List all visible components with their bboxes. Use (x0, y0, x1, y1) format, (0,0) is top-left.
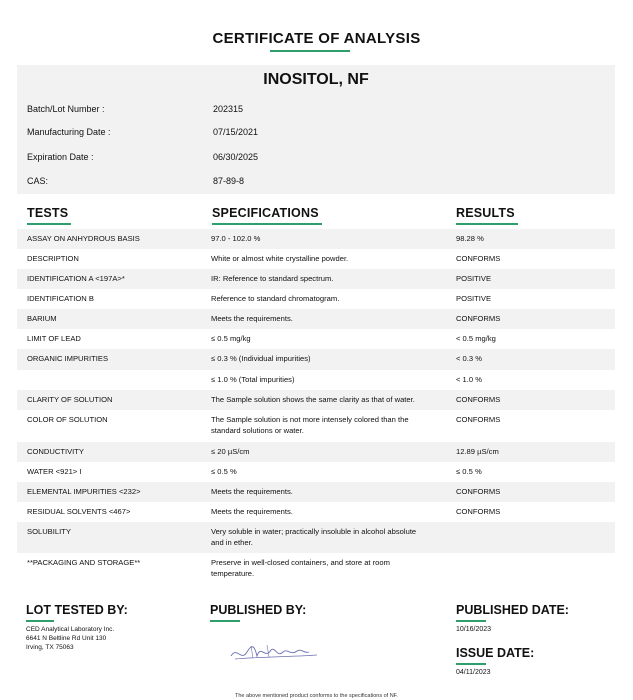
published-by-underline (210, 620, 240, 622)
result-cell: < 0.3 % (456, 354, 482, 363)
result-cell: CONFORMS (456, 507, 501, 516)
results-header-underline (456, 223, 518, 225)
spec-cell: The Sample solution is not more intensely colored than the standard solutions or water. (211, 415, 409, 435)
result-cell: CONFORMS (456, 254, 501, 263)
table-row (17, 462, 615, 482)
table-row (17, 289, 615, 309)
table-row (17, 553, 615, 580)
spec-cell: Very soluble in water; practically insoluble in alcohol absolute and in ether. (211, 527, 417, 547)
table-row (17, 249, 615, 269)
conformance-note: The above mentioned product conforms to the specifications of NF. (235, 693, 398, 699)
spec-cell: Meets the requirements. (211, 487, 293, 496)
spec-cell: ≤ 0.5 % (211, 467, 237, 476)
result-cell: CONFORMS (456, 487, 501, 496)
result-cell: 12.89 µS/cm (456, 447, 499, 456)
published-date-value: 10/16/2023 (456, 626, 492, 633)
expiration-date-value: 06/30/2025 (213, 152, 259, 162)
result-cell: < 1.0 % (456, 375, 482, 384)
test-cell: IDENTIFICATION B (27, 294, 94, 303)
lab-city: Irving, TX 75063 (26, 644, 74, 651)
tests-header-underline (27, 223, 71, 225)
spec-cell: The Sample solution shows the same clarity as that of water. (211, 395, 415, 404)
expiration-date-label: Expiration Date : (27, 152, 94, 162)
issue-date-underline (456, 663, 486, 665)
test-cell: ORGANIC IMPURITIES (27, 354, 109, 363)
lab-address: 6641 N Beltline Rd Unit 130 (26, 635, 107, 642)
batch-lot-value: 202315 (213, 104, 244, 114)
result-cell: POSITIVE (456, 294, 492, 303)
spec-cell: Reference to standard chromatogram. (211, 294, 340, 303)
table-row (17, 442, 615, 462)
table-row (17, 229, 615, 249)
test-cell: ELEMENTAL IMPURITIES <232> (27, 487, 141, 496)
test-cell: WATER <921> I (27, 467, 82, 476)
table-row (17, 390, 615, 410)
title-underline (270, 50, 350, 52)
table-row (17, 349, 615, 370)
manufacturing-date-value: 07/15/2021 (213, 127, 259, 137)
batch-lot-label: Batch/Lot Number : (27, 104, 105, 114)
spec-cell: ≤ 1.0 % (Total impurities) (211, 375, 295, 384)
results-header: RESULTS (456, 206, 515, 220)
results-table (17, 229, 615, 580)
spec-cell: Meets the requirements. (211, 314, 293, 323)
tests-header: TESTS (27, 206, 69, 220)
test-cell: **PACKAGING AND STORAGE** (27, 558, 141, 567)
signature-image (227, 640, 322, 666)
result-cell: CONFORMS (456, 415, 501, 424)
spec-cell: ≤ 0.5 mg/kg (211, 334, 251, 343)
document-title: CERTIFICATE OF ANALYSIS (212, 30, 421, 47)
table-row (17, 410, 615, 442)
result-cell: 98.28 % (456, 234, 484, 243)
table-row (17, 309, 615, 329)
test-cell: COLOR OF SOLUTION (27, 415, 108, 424)
cas-value: 87-89-8 (213, 176, 245, 186)
test-cell: SOLUBILITY (27, 527, 71, 536)
spec-cell: Preserve in well-closed containers, and store at room temperature. (211, 558, 390, 578)
table-row (17, 329, 615, 349)
test-cell: RESIDUAL SOLVENTS <467> (27, 507, 131, 516)
issue-date-heading: ISSUE DATE: (456, 646, 535, 660)
test-cell: ASSAY ON ANHYDROUS BASIS (27, 234, 140, 243)
product-info-box (17, 65, 615, 194)
spec-cell: White or almost white crystalline powder. (211, 254, 349, 263)
lot-tested-by-heading: LOT TESTED BY: (26, 603, 128, 617)
product-name: INOSITOL, NF (263, 71, 369, 88)
specifications-header: SPECIFICATIONS (212, 206, 319, 220)
table-row (17, 482, 615, 502)
test-cell: DESCRIPTION (27, 254, 79, 263)
spec-cell: ≤ 20 µS/cm (211, 447, 250, 456)
spec-cell: IR: Reference to standard spectrum. (211, 274, 334, 283)
test-cell: CONDUCTIVITY (27, 447, 84, 456)
published-date-underline (456, 620, 486, 622)
test-cell: BARIUM (27, 314, 57, 323)
spec-cell: 97.0 - 102.0 % (211, 234, 261, 243)
table-row (17, 522, 615, 553)
issue-date-value: 04/11/2023 (456, 669, 491, 676)
test-cell: CLARITY OF SOLUTION (27, 395, 113, 404)
manufacturing-date-label: Manufacturing Date : (27, 127, 111, 137)
specifications-header-underline (212, 223, 322, 225)
result-cell: POSITIVE (456, 274, 492, 283)
lot-tested-by-underline (26, 620, 54, 622)
test-cell: IDENTIFICATION A <197A>* (27, 274, 125, 283)
published-by-heading: PUBLISHED BY: (210, 603, 307, 617)
published-date-heading: PUBLISHED DATE: (456, 603, 569, 617)
result-cell: < 0.5 mg/kg (456, 334, 496, 343)
result-cell: ≤ 0.5 % (456, 467, 482, 476)
result-cell: CONFORMS (456, 314, 501, 323)
cas-label: CAS: (27, 176, 49, 186)
result-cell: CONFORMS (456, 395, 501, 404)
spec-cell: ≤ 0.3 % (Individual impurities) (211, 354, 311, 363)
table-row (17, 502, 615, 522)
test-cell: LIMIT OF LEAD (27, 334, 81, 343)
lab-name: CED Analytical Laboratory Inc. (26, 626, 115, 633)
table-row (17, 269, 615, 289)
spec-cell: Meets the requirements. (211, 507, 293, 516)
table-row (17, 370, 615, 390)
